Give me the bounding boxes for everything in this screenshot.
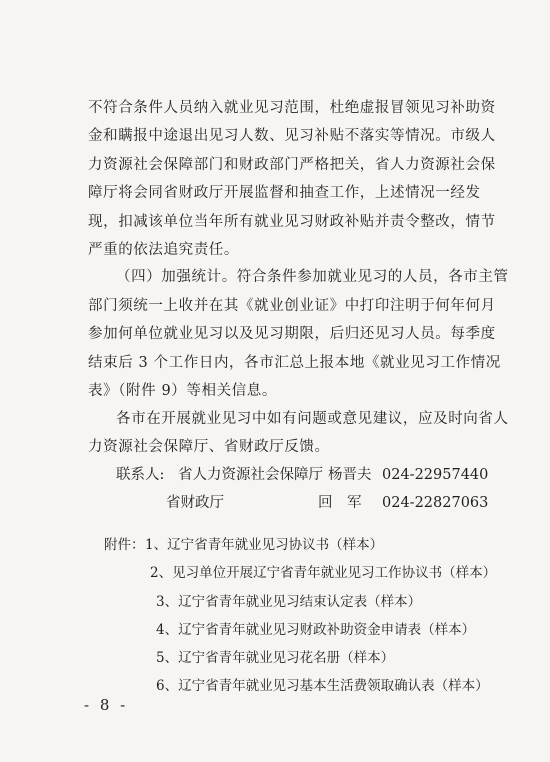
paragraph-1-line-1: 不符合条件人员纳入就业见习范围，杜绝虚报冒领见习补助资 bbox=[88, 100, 496, 116]
paragraph-2-line-2: 部门须统一上收并在其《就业创业证》中打印注明于何年何月 bbox=[88, 298, 496, 314]
page-number: - 8 - bbox=[84, 696, 129, 714]
paragraph-1-line-6: 严重的依法追究责任。 bbox=[88, 242, 239, 258]
contact-2-org: 省财政厅 bbox=[166, 495, 224, 511]
attachments-label: 附件： bbox=[104, 537, 145, 553]
attachment-item-5: 5、辽宁省青年就业见习花名册（样本） bbox=[156, 650, 395, 666]
paragraph-2-line-4: 结束后 3 个工作日内，各市汇总上报本地《就业见习工作情况 bbox=[88, 355, 501, 371]
attachment-item-6: 6、辽宁省青年就业见习基本生活费领取确认表（样本） bbox=[156, 678, 489, 694]
contact-1-phone: 024-22957440 bbox=[382, 467, 489, 483]
contact-2-phone: 024-22827063 bbox=[382, 495, 489, 511]
attachment-item-3: 3、辽宁省青年就业见习结束认定表（样本） bbox=[156, 594, 422, 610]
contact-1-org: 省人力资源社会保障厅 bbox=[178, 467, 323, 483]
attachment-item-1: 1、辽宁省青年就业见习协议书（样本） bbox=[145, 537, 384, 553]
attachment-item-2: 2、见习单位开展辽宁省青年就业见习工作协议书（样本） bbox=[150, 565, 497, 581]
paragraph-1-line-2: 金和瞒报中途退出见习人数、见习补贴不落实等情况。市级人 bbox=[88, 128, 496, 144]
paragraph-2-line-3: 参加何单位就业见习以及见习期限，后归还见习人员。每季度 bbox=[88, 326, 496, 342]
attachment-item-4: 4、辽宁省青年就业见习财政补助资金申请表（样本） bbox=[156, 622, 476, 638]
paragraph-2-line-1: （四）加强统计。符合条件参加就业见习的人员，各市主管 bbox=[116, 269, 509, 285]
paragraph-1-line-4: 障厅将会同省财政厅开展监督和抽查工作，上述情况一经发 bbox=[88, 185, 481, 201]
contact-2-name: 回 军 bbox=[318, 495, 362, 511]
paragraph-3-line-1: 各市在开展就业见习中如有问题或意见建议，应及时向省人 bbox=[116, 411, 509, 427]
paragraph-3-line-2: 力资源社会保障厅、省财政厅反馈。 bbox=[88, 439, 330, 455]
paragraph-2-line-5: 表》（附件 9）等相关信息。 bbox=[88, 383, 277, 399]
paragraph-1-line-3: 力资源社会保障部门和财政部门严格把关，省人力资源社会保 bbox=[88, 157, 496, 173]
contact-1-name: 杨晋夫 bbox=[328, 467, 372, 483]
paragraph-1-line-5: 现，扣减该单位当年所有就业见习财政补贴并责令整改，情节 bbox=[88, 214, 496, 230]
contacts-label: 联系人: bbox=[116, 467, 165, 483]
